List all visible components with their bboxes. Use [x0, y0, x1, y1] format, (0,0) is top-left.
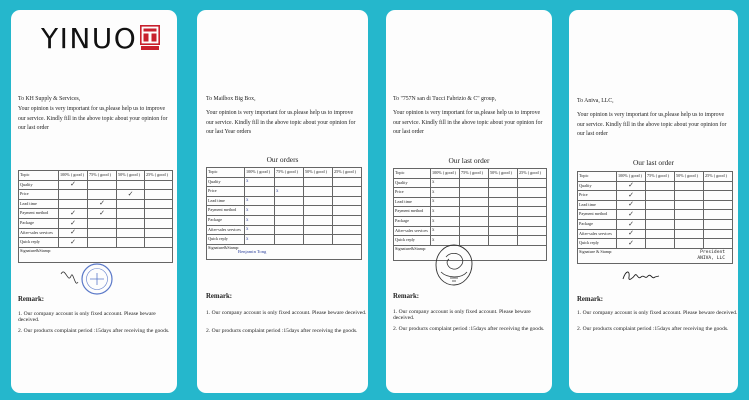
table-row — [19, 218, 173, 228]
remark-line-1: 1. Our company account is only fixed account. Please beware deceived. — [393, 309, 531, 321]
table-header-row — [207, 168, 362, 178]
signature-stamp-icon — [59, 262, 117, 296]
feedback-table — [577, 171, 733, 264]
table-row — [394, 178, 547, 188]
table-row — [207, 206, 362, 216]
remark-line-1: 1. Our company account is only fixed account. Please beware deceived. — [577, 310, 738, 316]
table-row — [207, 215, 362, 225]
tick-mark: ✓ — [59, 238, 88, 248]
signature-row — [578, 248, 733, 263]
table-title: Our last order — [632, 158, 675, 167]
row-label: Quality — [394, 178, 431, 188]
signature-label: Signature & Stamp: — [579, 248, 613, 254]
row-label: Price — [19, 190, 59, 200]
table-header-row — [394, 169, 547, 179]
row-label: Payment method — [207, 206, 245, 216]
row-label: Payment method — [19, 209, 59, 219]
table-header-row — [19, 171, 173, 181]
column-header: 25% ( good ) — [518, 169, 547, 179]
column-header: 25% ( good ) — [145, 171, 173, 181]
greeting-text: To KH Supply & Services, — [18, 96, 81, 102]
tick-mark: ✓ — [59, 209, 88, 219]
greeting-text: To Mailbox Big Box, — [206, 96, 256, 102]
table-row — [19, 228, 173, 238]
yinuo-logo-text: YINUO — [41, 22, 138, 55]
signature-label: Signature&Stamp: — [19, 247, 173, 262]
feedback-card-mailbox — [197, 10, 368, 393]
signature-label: Signature&Stamp: — [208, 244, 240, 250]
table-row — [578, 191, 733, 201]
table-row — [19, 199, 173, 209]
remark-line-1: 1. Our company account is only fixed account. Please beware deceived. — [18, 311, 156, 323]
x-mark: x — [245, 177, 275, 187]
table-row — [19, 180, 173, 190]
x-mark: x — [431, 207, 460, 217]
greeting-text: To Aniva, LLC, — [577, 98, 614, 104]
row-label: After-sales services — [578, 229, 617, 239]
greeting-text: To "757N san di Tucci Fabrizio & C" group, — [393, 96, 497, 102]
column-header: 50% ( good ) — [489, 169, 518, 179]
remark-line-2: 2. Our products complaint period :15days after receiving the goods. — [393, 326, 545, 332]
row-label: Quick reply — [394, 236, 431, 246]
column-header: 100% ( good ) — [431, 169, 460, 179]
table-row — [578, 219, 733, 229]
table-row — [19, 190, 173, 200]
remark-title: Remark: — [577, 296, 604, 303]
column-header: 100% ( good ) — [59, 171, 88, 181]
table-row — [207, 235, 362, 245]
x-mark: x — [245, 215, 275, 225]
table-row — [394, 188, 547, 198]
x-mark: x — [245, 206, 275, 216]
column-header: 50% ( good ) — [117, 171, 145, 181]
table-header-row — [578, 172, 733, 182]
feedback-card-757n — [386, 10, 552, 393]
yinuo-seal-icon — [140, 25, 160, 51]
tick-mark: ✓ — [88, 209, 117, 219]
x-mark: x — [431, 188, 460, 198]
tick-mark: ✓ — [617, 239, 646, 249]
feedback-table — [18, 170, 173, 263]
column-header: 75% ( good ) — [460, 169, 489, 179]
table-row — [578, 181, 733, 191]
row-label: Lead time — [394, 197, 431, 207]
signature-row — [19, 247, 173, 262]
column-header: 50% ( good ) — [675, 172, 704, 182]
row-label: Lead time — [19, 199, 59, 209]
handwritten-signature-icon — [621, 268, 661, 284]
signature-company: ANIVA, LLC — [697, 255, 725, 261]
row-label: Price — [207, 187, 245, 197]
x-mark: x — [431, 197, 460, 207]
signature-label: Signature&Stamp: — [394, 245, 547, 260]
remark-line-2: 2. Our products complaint period :15days after receiving the goods. — [206, 328, 358, 334]
row-label: Quality — [207, 177, 245, 187]
x-mark: x — [245, 196, 275, 206]
row-label: Package — [207, 215, 245, 225]
x-mark: x — [431, 178, 460, 188]
remark-title: Remark: — [18, 296, 45, 303]
x-mark: x — [431, 236, 460, 246]
table-row — [394, 197, 547, 207]
x-mark: x — [431, 226, 460, 236]
tick-mark: ✓ — [617, 210, 646, 220]
intro-text: Your opinion is very important for us,please help us to improve our service. Kindly fill in the above topic about your opinion for our last order — [577, 112, 727, 138]
table-row — [207, 196, 362, 206]
column-header: 75% ( good ) — [275, 168, 304, 178]
table-row — [394, 207, 547, 217]
table-title: Our orders — [266, 155, 299, 164]
tick-mark: ✓ — [117, 190, 145, 200]
table-row — [207, 187, 362, 197]
row-label: Package — [19, 218, 59, 228]
remark-line-1: 1. Our company account is only fixed account. Please beware deceived. — [206, 310, 367, 316]
signature-title: President — [700, 249, 725, 255]
table-row — [19, 238, 173, 248]
table-row — [207, 177, 362, 187]
tick-mark: ✓ — [617, 191, 646, 201]
row-label: After-sales services — [394, 226, 431, 236]
row-label: Price — [394, 188, 431, 198]
table-row — [578, 200, 733, 210]
feedback-table — [206, 167, 362, 260]
intro-text: Your opinion is very important for us,please help us to improve our service. Kindly fill in the above topic about your opinion for our last order — [18, 106, 168, 132]
table-title: Our last order — [448, 156, 490, 165]
remark-line-2: 2. Our products complaint period :15days after receiving the goods. — [18, 328, 170, 334]
signature-name: Benjamin Tong — [238, 249, 267, 255]
remark-title: Remark: — [393, 293, 420, 300]
row-label: Package — [578, 219, 617, 229]
column-header: 100% ( good ) — [617, 172, 646, 182]
company-stamp-icon — [432, 242, 476, 288]
column-header: 100% ( good ) — [245, 168, 275, 178]
row-label: Lead time — [578, 200, 617, 210]
column-header: 25% ( good ) — [333, 168, 362, 178]
row-label: Quick reply — [578, 239, 617, 249]
tick-mark: ✓ — [59, 218, 88, 228]
row-label: After-sales services — [207, 225, 245, 235]
tick-mark: ✓ — [617, 229, 646, 239]
feedback-card-aniva — [569, 10, 738, 393]
x-mark: x — [245, 235, 275, 245]
row-label: Price — [578, 191, 617, 201]
column-header: Topic — [19, 171, 59, 181]
tick-mark: ✓ — [617, 219, 646, 229]
remark-line-2: 2. Our products complaint period :15days after receiving the goods. — [577, 326, 729, 332]
table-row — [578, 210, 733, 220]
column-header: Topic — [394, 169, 431, 179]
tick-mark: ✓ — [617, 200, 646, 210]
x-mark: x — [431, 216, 460, 226]
table-row — [394, 216, 547, 226]
row-label: Quality — [578, 181, 617, 191]
tick-mark: ✓ — [88, 199, 117, 209]
column-header: Topic — [207, 168, 245, 178]
row-label: Payment method — [394, 207, 431, 217]
row-label: Quick reply — [19, 238, 59, 248]
table-row — [207, 225, 362, 235]
table-row — [578, 239, 733, 249]
tick-mark: ✓ — [59, 228, 88, 238]
table-row — [19, 209, 173, 219]
x-mark: x — [275, 187, 304, 197]
row-label: Lead time — [207, 196, 245, 206]
row-label: Quick reply — [207, 235, 245, 245]
row-label: After-sales services — [19, 228, 59, 238]
row-label: Package — [394, 216, 431, 226]
remark-title: Remark: — [206, 293, 233, 300]
column-header: Topic — [578, 172, 617, 182]
x-mark: x — [245, 225, 275, 235]
table-row — [394, 226, 547, 236]
column-header: 75% ( good ) — [646, 172, 675, 182]
intro-text: Your opinion is very important for us.please help us to improve our service. Kindly fill in the above topic about your opinion for our last Year orders — [206, 110, 356, 136]
tick-mark: ✓ — [617, 181, 646, 191]
tick-mark: ✓ — [59, 180, 88, 190]
signature-row — [207, 244, 362, 259]
column-header: 75% ( good ) — [88, 171, 117, 181]
row-label: Payment method — [578, 210, 617, 220]
intro-text: Your opinion is very important for us,please help us to improve our service. Kindly fill in the above topic about your opinion for our last order — [393, 110, 543, 136]
feedback-card-kh-supply — [11, 10, 177, 393]
table-row — [578, 229, 733, 239]
column-header: 25% ( good ) — [704, 172, 733, 182]
row-label: Quality — [19, 180, 59, 190]
column-header: 50% ( good ) — [304, 168, 333, 178]
